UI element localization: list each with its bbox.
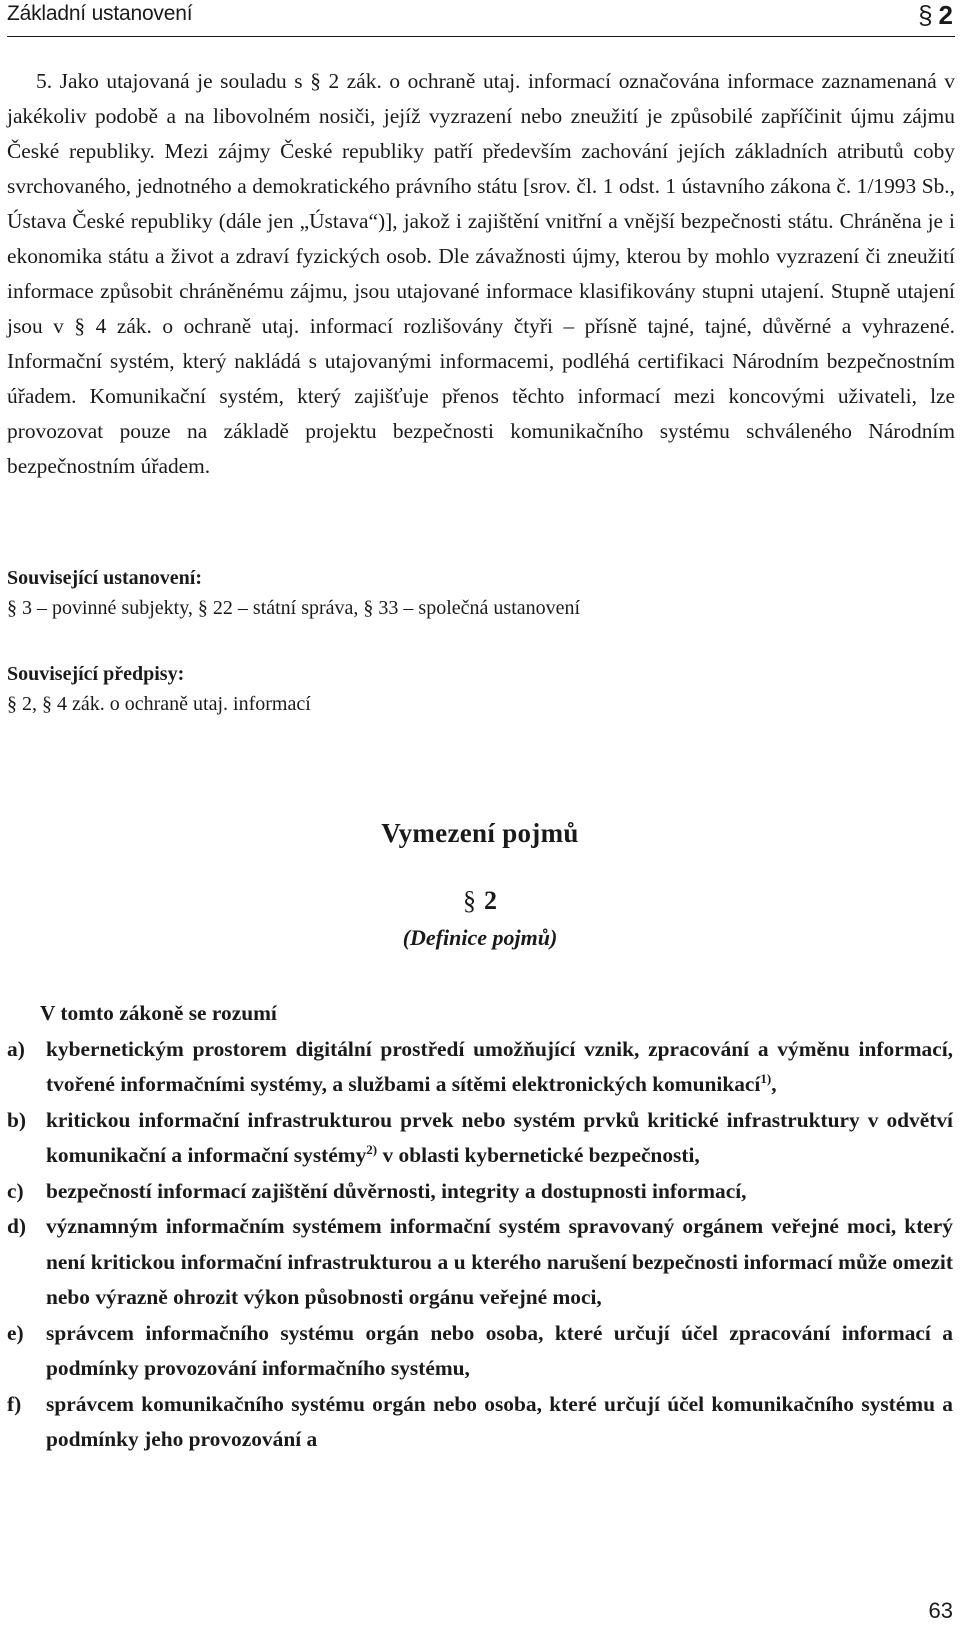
definition-letter: e) [7,1320,24,1345]
definition-item [7,1316,953,1387]
related-provisions [7,563,955,623]
footnote-ref: 1) [760,1070,772,1086]
related-regulations-label: Související předpisy: [7,663,185,685]
definition-item [7,1174,953,1210]
definition-tail: , [771,1072,777,1096]
definition-text: správcem komunikačního systému orgán nebo osoba, které určují účel komunikačního systému a podmínky jeho provozování a [46,1391,953,1451]
section-sign: § [918,0,933,30]
definitions-list [7,996,953,1458]
definition-item [7,1103,953,1174]
definition-item [7,1387,953,1458]
definition-text: kybernetickým prostorem digitální prostředí umožňující vznik, zpracování a výměnu informací, tvořené informačními systémy, a službami a sítěmi elektronických komunikací [46,1036,953,1096]
paragraph-number [0,886,960,916]
related-provisions-label: Související ustanovení: [7,567,203,589]
related-provisions-text: § 3 – povinné subjekty, § 22 – státní správa, § 33 – společná ustanovení [7,597,581,619]
definition-letter: c) [7,1178,24,1203]
paragraph-title: (Definice pojmů) [402,925,558,950]
definition-letter: d) [7,1214,27,1238]
definition-item [7,1032,953,1103]
definition-text: správcem informačního systému orgán nebo osoba, které určují účel zpracování informací a podmínky provozování informačního systému, [46,1320,953,1380]
definition-text: kritickou informační infrastrukturou prvek nebo systém prvků kritické infrastruktury v odvětví komunikační a informační systémy [46,1107,953,1167]
commentary-text [7,64,955,484]
definitions-intro: V tomto zákoně se rozumí [40,1001,277,1025]
paragraph-number-value: 2 [484,886,497,915]
footnote-ref: 2) [366,1141,378,1157]
definition-tail: v oblasti kybernetické bezpečnosti, [377,1143,700,1167]
definition-letter: b) [7,1107,27,1132]
related-regulations [7,659,955,719]
definition-letter: f) [7,1391,22,1416]
definition-item [7,1209,953,1316]
section-heading: Vymezení pojmů [381,818,579,848]
definition-letter: a) [7,1036,25,1061]
commentary-paragraph: 5. Jako utajovaná je souladu s § 2 zák. o ochraně utaj. informací označována informace zaznamenaná v jakékoliv podobě a na libovolném nosiči, jejíž vyzrazení nebo zneužití je způsobilé zapříčinit újmu zájmu České republiky. Mezi zájmy České republiky patří především zachování jejích základních atributů coby svrchovaného, jednotného a demokratického právního státu [srov. čl. 1 odst. 1 ústavního zákona č. 1/1993 Sb., Ústava České republiky (dále jen „Ústava“)], jakož i zajištění vnitřní a vnější bezpečnosti státu. Chráněna je i ekonomika státu a život a zdraví fyzických osob. Dle závažnosti újmy, kterou by mohlo vyzrazení či zneužití informace způsobit chráněnému zájmu, jsou utajované informace klasifikovány stupni utajení. Stupně utajení jsou v § 4 zák. o ochraně utaj. informací rozlišovány čtyři – přísně tajné, tajné, důvěrné a vyhrazené. Informační systém, který nakládá s utajovanými informacemi, podléhá certifikaci Národním bezpečnostním úřadem. Komunikační systém, který zajišťuje přenos těchto informací mezi koncovými uživateli, lze provozovat pouze na základě projektu bezpečnosti komunikačního systému schváleného Národním bezpečnostním úřadem. [7,69,955,478]
paragraph-sign: § [463,886,476,915]
definition-text: bezpečností informací zajištění důvěrnosti, integrity a dostupnosti informací, [46,1178,747,1203]
page-number: 63 [928,1598,953,1623]
header-rule [7,36,955,37]
definition-text: významným informačním systémem informační systém spravovaný orgánem veřejné moci, který není kritickou informační infrastrukturou a u kterého narušení bezpečnosti informací může omezit nebo výrazně ohrozit výkon působnosti orgánu veřejné moci, [46,1214,953,1309]
running-header [7,0,955,40]
related-regulations-text: § 2, § 4 zák. o ochraně utaj. informací [7,693,311,715]
section-number: 2 [938,0,953,30]
chapter-title: Základní ustanovení [7,2,193,25]
header-section-number [918,0,953,31]
